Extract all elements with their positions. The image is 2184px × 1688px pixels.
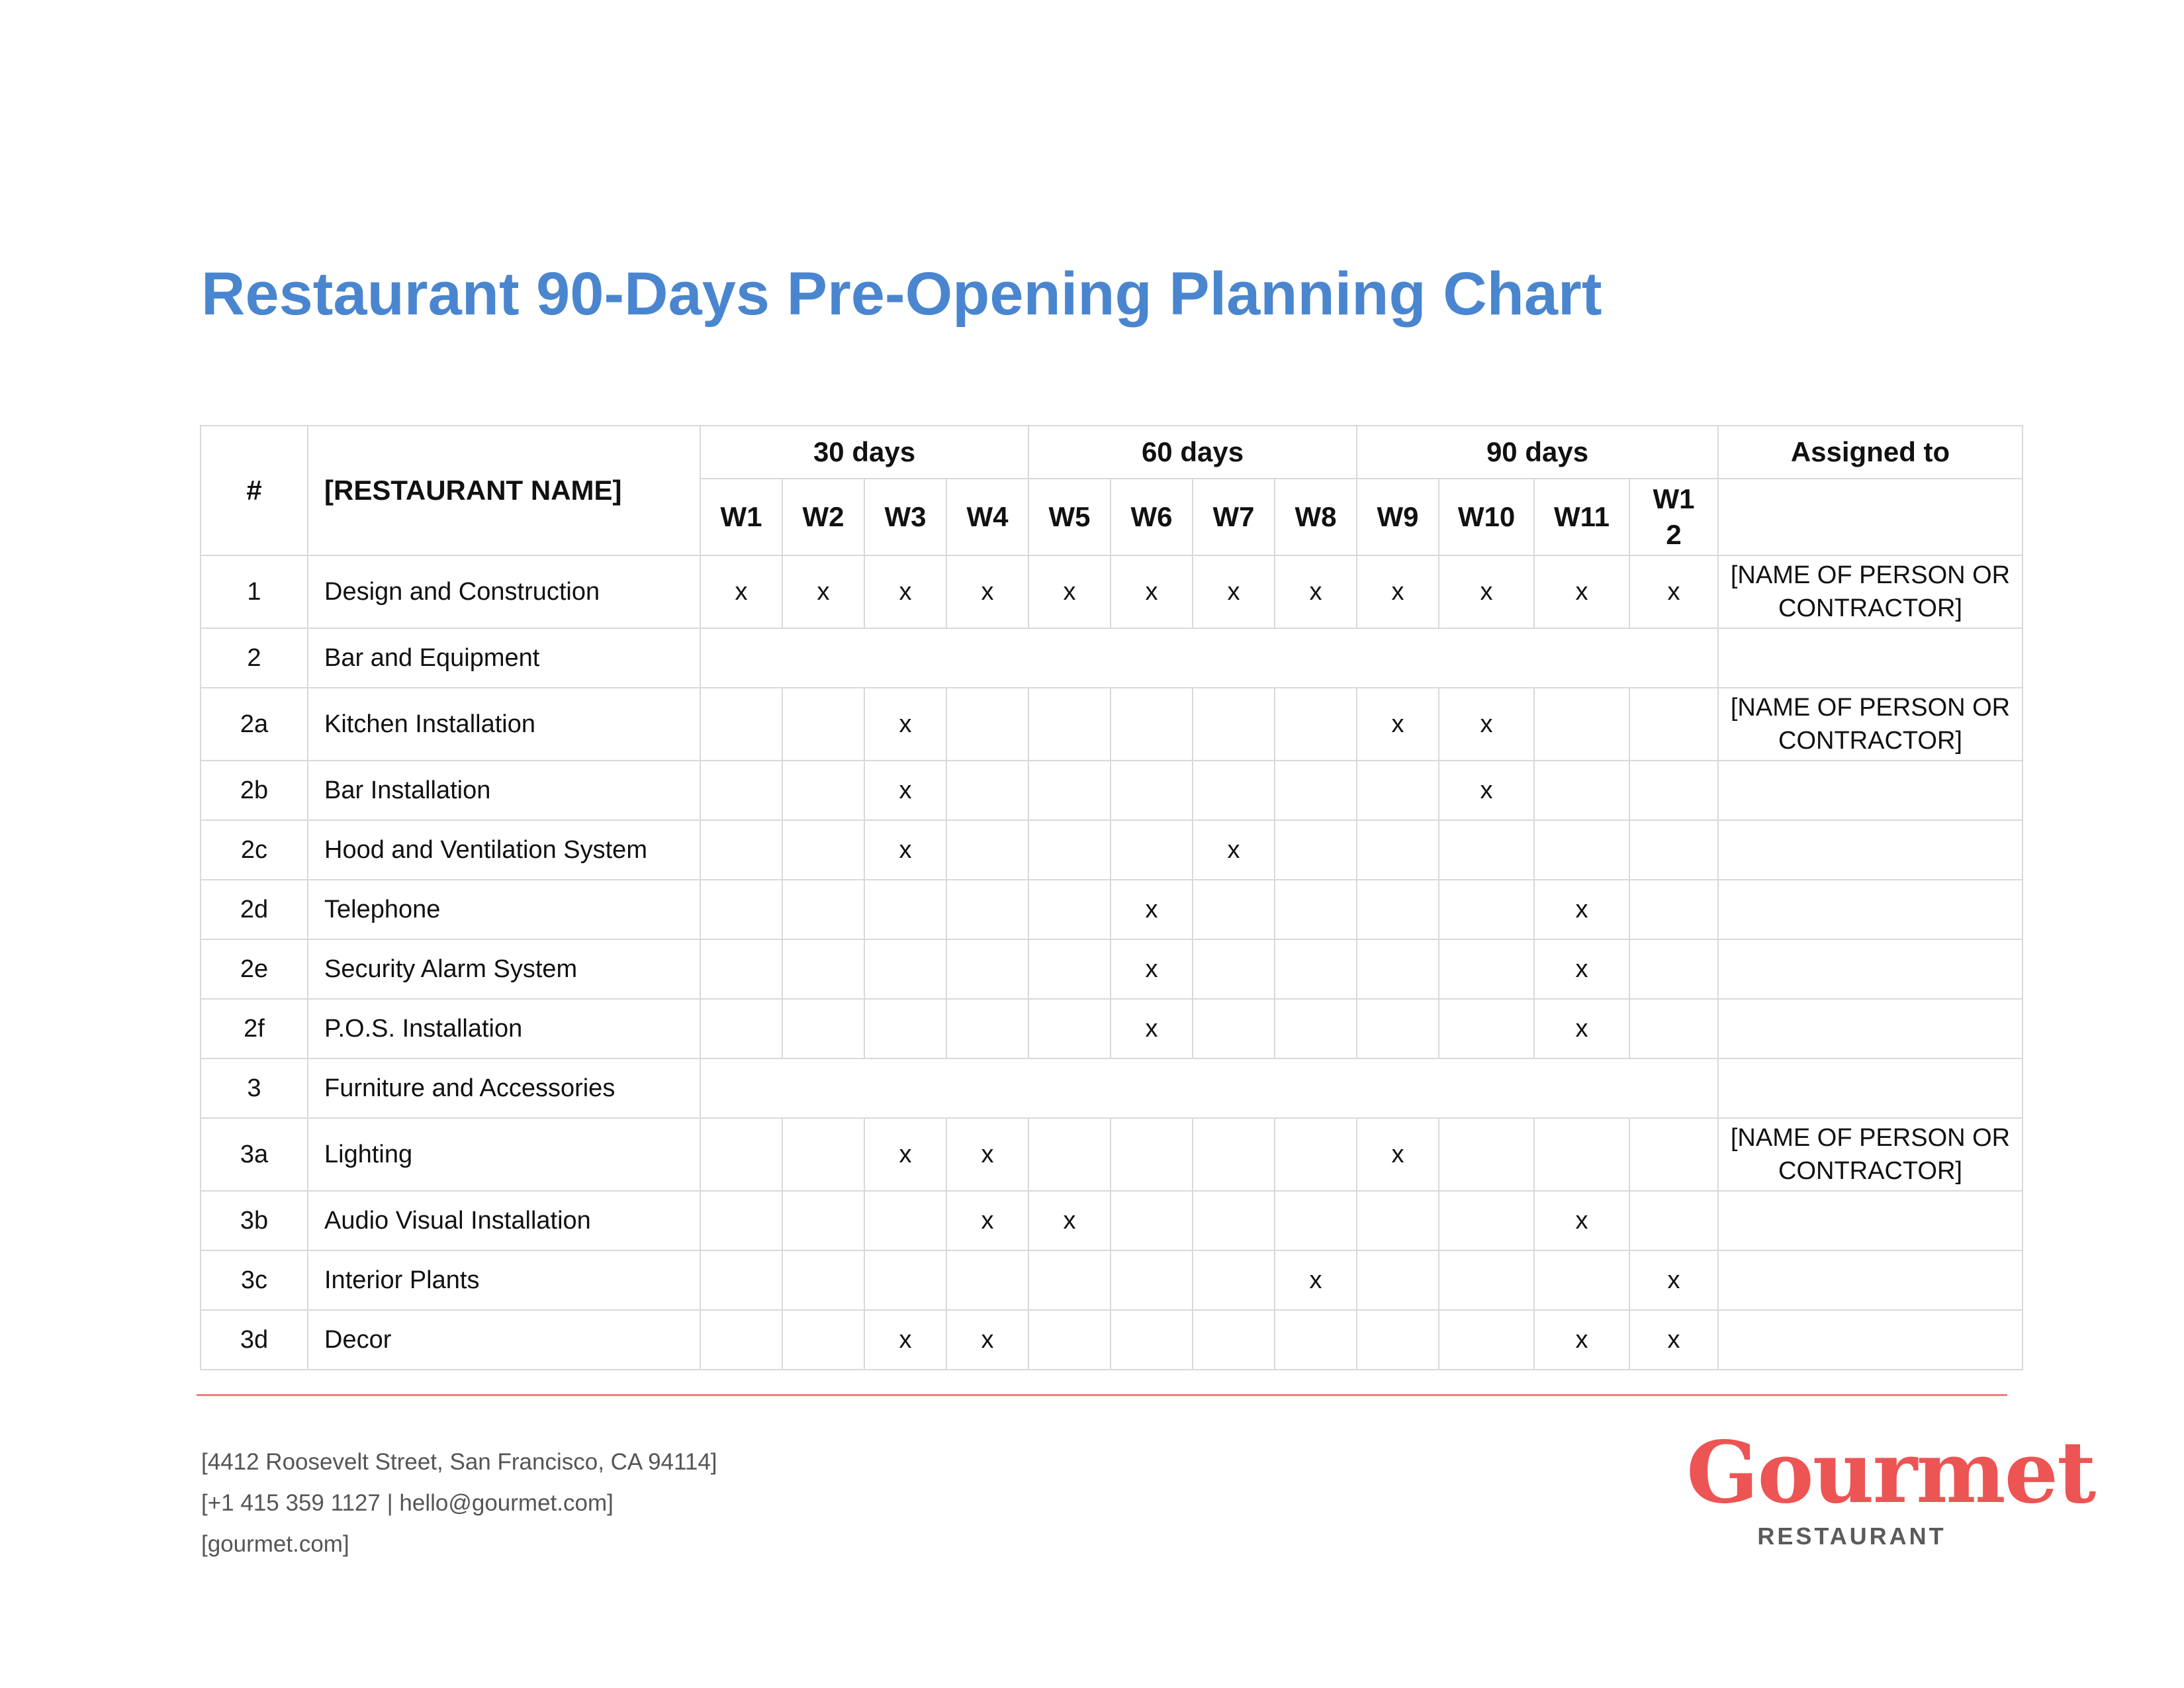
page-title: Restaurant 90-Days Pre-Opening Planning Chart — [201, 260, 1602, 328]
week-mark-cell — [1028, 820, 1111, 880]
week-mark-cell — [1193, 1250, 1275, 1310]
week-mark-cell: x — [946, 1191, 1028, 1250]
week-mark-cell — [1357, 939, 1439, 999]
week-mark-cell — [700, 688, 782, 761]
week-mark-cell — [782, 1191, 864, 1250]
row-number: 3a — [201, 1118, 308, 1191]
week-mark-cell: x — [864, 688, 946, 761]
table-row — [201, 1310, 2023, 1370]
week-mark-cell — [1275, 1310, 1357, 1370]
week-mark-cell — [1357, 761, 1439, 820]
week-mark-cell — [1028, 1118, 1111, 1191]
week-mark-cell: x — [1439, 688, 1534, 761]
week-mark-cell — [1028, 1310, 1111, 1370]
header-row-groups — [201, 426, 2023, 479]
week-mark-cell — [1439, 1250, 1534, 1310]
week-mark-cell — [1111, 820, 1193, 880]
table-row — [201, 939, 2023, 999]
table-row — [201, 628, 2023, 688]
week-mark-cell: x — [1028, 555, 1111, 628]
week-mark-cell — [1193, 1118, 1275, 1191]
row-number: 1 — [201, 555, 308, 628]
task-name: Interior Plants — [308, 1250, 700, 1310]
week-mark-cell — [1439, 1310, 1534, 1370]
week-mark-cell — [1028, 1250, 1111, 1310]
assigned-to-cell — [1718, 1058, 2023, 1118]
week-mark-cell — [782, 939, 864, 999]
week-mark-cell — [1028, 999, 1111, 1058]
week-mark-cell — [1439, 999, 1534, 1058]
week-mark-cell — [864, 1191, 946, 1250]
week-mark-cell: x — [1439, 761, 1534, 820]
group-header-30-days: 30 days — [700, 426, 1028, 479]
week-mark-cell — [1111, 1250, 1193, 1310]
week-mark-cell: x — [1357, 1118, 1439, 1191]
week-mark-cell — [1028, 761, 1111, 820]
week-mark-cell — [1629, 939, 1718, 999]
assigned-empty-header — [1718, 479, 2023, 555]
task-name: P.O.S. Installation — [308, 999, 700, 1058]
week-mark-cell — [782, 1118, 864, 1191]
week-header: W10 — [1439, 479, 1534, 555]
week-mark-cell — [1028, 688, 1111, 761]
planning-table — [200, 425, 2023, 1370]
row-number: 2a — [201, 688, 308, 761]
week-mark-cell — [1629, 1191, 1718, 1250]
week-mark-cell — [946, 761, 1028, 820]
week-mark-cell: x — [1629, 555, 1718, 628]
task-name: Security Alarm System — [308, 939, 700, 999]
row-number: 2b — [201, 761, 308, 820]
week-mark-cell — [1193, 939, 1275, 999]
week-mark-cell: x — [864, 1310, 946, 1370]
week-mark-cell: x — [864, 1118, 946, 1191]
week-mark-cell — [1629, 761, 1718, 820]
week-mark-cell: x — [946, 1118, 1028, 1191]
assigned-to-cell: [NAME OF PERSON OR CONTRACTOR] — [1718, 688, 2023, 761]
week-mark-cell — [1193, 688, 1275, 761]
task-name: Lighting — [308, 1118, 700, 1191]
task-name: Kitchen Installation — [308, 688, 700, 761]
week-mark-cell — [1111, 761, 1193, 820]
row-number: 3d — [201, 1310, 308, 1370]
table-row — [201, 1191, 2023, 1250]
week-mark-cell — [864, 999, 946, 1058]
week-mark-cell — [700, 1191, 782, 1250]
week-mark-cell — [1629, 880, 1718, 939]
week-mark-cell: x — [1534, 999, 1629, 1058]
week-mark-cell — [864, 939, 946, 999]
week-mark-cell — [700, 820, 782, 880]
week-mark-cell — [1629, 999, 1718, 1058]
week-mark-cell — [864, 1250, 946, 1310]
week-mark-cell — [1193, 999, 1275, 1058]
week-mark-cell — [782, 1250, 864, 1310]
row-number: 2e — [201, 939, 308, 999]
week-mark-cell: x — [1275, 1250, 1357, 1310]
week-mark-cell: x — [1275, 555, 1357, 628]
week-header: W6 — [1111, 479, 1193, 555]
footer-divider — [197, 1394, 2007, 1396]
week-mark-cell — [946, 820, 1028, 880]
week-mark-cell — [1439, 880, 1534, 939]
week-mark-cell: x — [1111, 880, 1193, 939]
week-mark-cell — [946, 939, 1028, 999]
footer-address: [4412 Roosevelt Street, San Francisco, CA 94114] — [201, 1449, 717, 1475]
assigned-to-cell: [NAME OF PERSON OR CONTRACTOR] — [1718, 1118, 2023, 1191]
assigned-to-cell: [NAME OF PERSON OR CONTRACTOR] — [1718, 555, 2023, 628]
task-name: Hood and Ventilation System — [308, 820, 700, 880]
task-name: Audio Visual Installation — [308, 1191, 700, 1250]
week-mark-cell — [1111, 1310, 1193, 1370]
week-mark-cell — [1629, 688, 1718, 761]
assigned-to-header: Assigned to — [1718, 426, 2023, 479]
week-mark-cell — [946, 1250, 1028, 1310]
week-mark-cell: x — [1028, 1191, 1111, 1250]
week-mark-cell — [1357, 999, 1439, 1058]
week-mark-cell: x — [1357, 555, 1439, 628]
week-mark-cell — [782, 761, 864, 820]
week-mark-cell — [946, 999, 1028, 1058]
week-mark-cell: x — [1534, 939, 1629, 999]
task-name: Design and Construction — [308, 555, 700, 628]
task-name: Decor — [308, 1310, 700, 1370]
week-mark-cell: x — [1534, 880, 1629, 939]
week-header: W11 — [1534, 479, 1629, 555]
week-mark-cell — [1275, 1118, 1357, 1191]
week-mark-cell: x — [946, 1310, 1028, 1370]
planning-table-body — [201, 555, 2023, 1370]
logo-wordmark: Gourmet — [1686, 1423, 2095, 1523]
week-mark-cell — [1275, 761, 1357, 820]
week-mark-cell — [782, 999, 864, 1058]
week-header: W5 — [1028, 479, 1111, 555]
week-mark-cell — [700, 939, 782, 999]
week-mark-cell — [1111, 1191, 1193, 1250]
assigned-to-cell — [1718, 628, 2023, 688]
week-mark-cell: x — [1629, 1250, 1718, 1310]
week-mark-cell — [1357, 1310, 1439, 1370]
week-header: W7 — [1193, 479, 1275, 555]
logo-subtitle: RESTAURANT — [1757, 1523, 1946, 1550]
assigned-to-cell — [1718, 999, 2023, 1058]
week-mark-cell — [700, 999, 782, 1058]
assigned-to-cell — [1718, 1250, 2023, 1310]
week-mark-cell — [1534, 1250, 1629, 1310]
week-mark-cell — [1028, 939, 1111, 999]
week-mark-cell: x — [1111, 555, 1193, 628]
table-row — [201, 999, 2023, 1058]
week-mark-cell — [700, 1250, 782, 1310]
week-mark-cell — [700, 1310, 782, 1370]
assigned-to-cell — [1718, 820, 2023, 880]
week-mark-cell: x — [1534, 1310, 1629, 1370]
week-header: W2 — [782, 479, 864, 555]
week-header: W8 — [1275, 479, 1357, 555]
week-mark-cell: x — [782, 555, 864, 628]
week-mark-cell — [1357, 1250, 1439, 1310]
week-mark-cell: x — [864, 555, 946, 628]
week-mark-cell — [1439, 1191, 1534, 1250]
week-mark-cell — [700, 761, 782, 820]
week-mark-cell — [1111, 1118, 1193, 1191]
week-mark-cell — [1534, 820, 1629, 880]
week-mark-cell: x — [1629, 1310, 1718, 1370]
week-mark-cell — [1357, 820, 1439, 880]
week-mark-cell — [1357, 880, 1439, 939]
task-name: Bar and Equipment — [308, 628, 700, 688]
week-mark-cell — [1629, 820, 1718, 880]
number-column-header: # — [201, 426, 308, 555]
week-mark-cell — [782, 820, 864, 880]
row-number: 2 — [201, 628, 308, 688]
footer-contact — [201, 1442, 717, 1565]
week-mark-cell — [1111, 688, 1193, 761]
week-header: W3 — [864, 479, 946, 555]
task-name: Bar Installation — [308, 761, 700, 820]
row-number: 2c — [201, 820, 308, 880]
week-mark-cell: x — [1193, 555, 1275, 628]
week-mark-cell — [1275, 880, 1357, 939]
week-header: W4 — [946, 479, 1028, 555]
assigned-to-cell — [1718, 939, 2023, 999]
week-mark-cell — [1193, 880, 1275, 939]
week-mark-cell — [1193, 1191, 1275, 1250]
week-mark-cell — [782, 688, 864, 761]
row-number: 3 — [201, 1058, 308, 1118]
row-number: 2f — [201, 999, 308, 1058]
table-row — [201, 1118, 2023, 1191]
week-mark-cell — [1193, 761, 1275, 820]
restaurant-name-header: [RESTAURANT NAME] — [308, 426, 700, 555]
week-mark-cell — [1028, 880, 1111, 939]
week-mark-cell — [782, 1310, 864, 1370]
table-row — [201, 761, 2023, 820]
footer-phone-email: [+1 415 359 1127 | hello@gourmet.com] — [201, 1490, 614, 1516]
week-mark-cell — [782, 880, 864, 939]
week-mark-cell: x — [700, 555, 782, 628]
week-mark-cell — [946, 880, 1028, 939]
week-header: W1 — [700, 479, 782, 555]
week-mark-cell: x — [864, 761, 946, 820]
week-mark-cell — [1275, 688, 1357, 761]
assigned-to-cell — [1718, 880, 2023, 939]
row-number: 2d — [201, 880, 308, 939]
assigned-to-cell — [1718, 1310, 2023, 1370]
week-mark-cell — [1534, 761, 1629, 820]
row-number: 3c — [201, 1250, 308, 1310]
week-header: W1 2 — [1629, 479, 1718, 555]
week-mark-cell — [1629, 1118, 1718, 1191]
week-mark-cell — [1193, 1310, 1275, 1370]
week-mark-cell — [946, 688, 1028, 761]
footer-website: [gourmet.com] — [201, 1531, 349, 1557]
assigned-to-cell — [1718, 1191, 2023, 1250]
task-name: Telephone — [308, 880, 700, 939]
week-mark-cell — [1275, 999, 1357, 1058]
table-row — [201, 820, 2023, 880]
gourmet-logo — [1686, 1423, 2095, 1562]
week-header: W9 — [1357, 479, 1439, 555]
week-mark-cell — [864, 880, 946, 939]
week-mark-cell: x — [1357, 688, 1439, 761]
table-row — [201, 555, 2023, 628]
week-mark-cell — [1439, 939, 1534, 999]
table-row — [201, 880, 2023, 939]
group-header-60-days: 60 days — [1028, 426, 1357, 479]
week-mark-cell — [1275, 820, 1357, 880]
section-week-span — [700, 1058, 1718, 1118]
group-header-90-days: 90 days — [1357, 426, 1718, 479]
week-mark-cell: x — [1439, 555, 1534, 628]
week-mark-cell — [1439, 820, 1534, 880]
table-row — [201, 1058, 2023, 1118]
week-mark-cell — [1534, 688, 1629, 761]
week-mark-cell: x — [1534, 555, 1629, 628]
week-mark-cell: x — [946, 555, 1028, 628]
assigned-to-cell — [1718, 761, 2023, 820]
week-mark-cell — [700, 1118, 782, 1191]
week-mark-cell: x — [1111, 939, 1193, 999]
table-row — [201, 688, 2023, 761]
week-mark-cell — [1275, 939, 1357, 999]
week-mark-cell — [1534, 1118, 1629, 1191]
week-mark-cell — [1357, 1191, 1439, 1250]
section-week-span — [700, 628, 1718, 688]
task-name: Furniture and Accessories — [308, 1058, 700, 1118]
row-number: 3b — [201, 1191, 308, 1250]
table-row — [201, 1250, 2023, 1310]
week-mark-cell: x — [864, 820, 946, 880]
week-mark-cell: x — [1193, 820, 1275, 880]
week-mark-cell — [1275, 1191, 1357, 1250]
week-mark-cell: x — [1111, 999, 1193, 1058]
week-mark-cell: x — [1534, 1191, 1629, 1250]
week-mark-cell — [1439, 1118, 1534, 1191]
week-mark-cell — [700, 880, 782, 939]
